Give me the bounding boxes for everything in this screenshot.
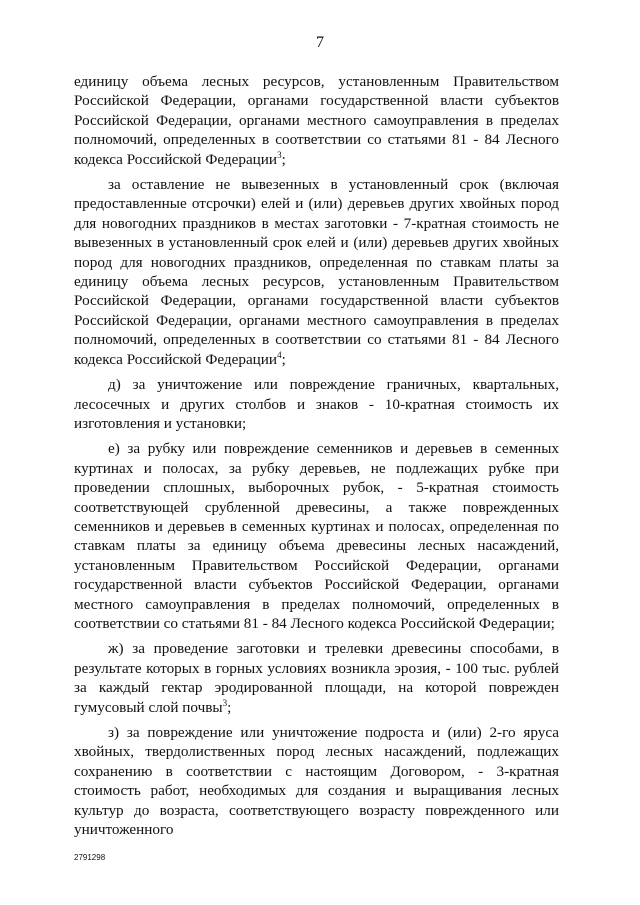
paragraph-item-d [74,375,559,433]
paragraph-text: ж) за проведение заготовки и трелевки древесины способами, в результате которых в горных условиях возникла эрозия, - 100 тыс. рублей за каждый гектар эродированной площади, на которой поврежден гумусовый слой почвы [74,640,559,716]
paragraph-text: е) за рубку или повреждение семенников и деревьев в семенных куртинах и полосах, за рубку деревьев, не подлежащих рубке при проведении сплошных, выборочных рубок, - 5-кратная стоимость соответствующей срубленной древесины, а также поврежденных семенников и деревьев в семенных куртинах и полосах, определенная по ставкам платы за единицу объема древесины лесных насаждений, установленным Правительством Российской Федерации, органами государственной власти субъектов Российской Федерации, органами местного самоуправления в пределах полномочий, определенных в соответствии со статьями 81 - 84 Лесного кодекса Российской Федерации; [74,440,559,632]
paragraph-text: з) за повреждение или уничтожение подроста и (или) 2-го яруса хвойных, твердолиственных пород лесных насаждений, подлежащих сохранению в соответствии с настоящим Договором, - 3-кратная стоимость работ, необходимых для создания и выращивания лесных культур до возраста, соответствующего возрасту поврежденного или уничтоженного [74,724,559,839]
footnote-marker: 4 [277,349,282,360]
footnote-marker: 3 [222,697,228,708]
paragraph-item-e [74,439,559,633]
page-number: 7 [316,34,324,51]
paragraph-item-z [74,723,559,839]
paragraph-text: д) за уничтожение или повреждение граничных, квартальных, лесосечных и других столбов и знаков - 10-кратная стоимость их изготовления и установки; [74,376,559,432]
document-body [74,72,559,839]
document-code: 2791298 [74,853,106,862]
paragraph-continuation [74,72,559,169]
footnote-marker: 3 [277,149,282,160]
paragraph-end-punct: ; [227,698,232,716]
paragraph-text: единицу объема лесных ресурсов, установленным Правительством Российской Федерации, органами государственной власти субъектов Российской Федерации, органами местного самоуправления в пределах полномочий, определенных в соответствии со статьями 81 - 84 Лесного кодекса Российской Федерации [74,73,559,168]
paragraph-abandonment [74,175,559,369]
paragraph-text: за оставление не вывезенных в установленный срок (включая предоставленные отсрочки) елей и (или) деревьев других хвойных пород для новогодних праздников в местах заготовки - 7-кратная стоимость не вывезенных в установленный срок елей и (или) деревьев других хвойных пород для новогодних праздников, определенная по ставкам платы за единицу объема лесных ресурсов, установленным Правительством Российской Федерации, органами государственной власти субъектов Российской Федерации, органами местного самоуправления в пределах полномочий, определенных в соответствии со статьями 81 - 84 Лесного кодекса Российской Федерации [74,176,559,368]
paragraph-end-punct: ; [281,150,286,168]
paragraph-end-punct: ; [281,350,286,368]
paragraph-item-zh [74,639,559,717]
